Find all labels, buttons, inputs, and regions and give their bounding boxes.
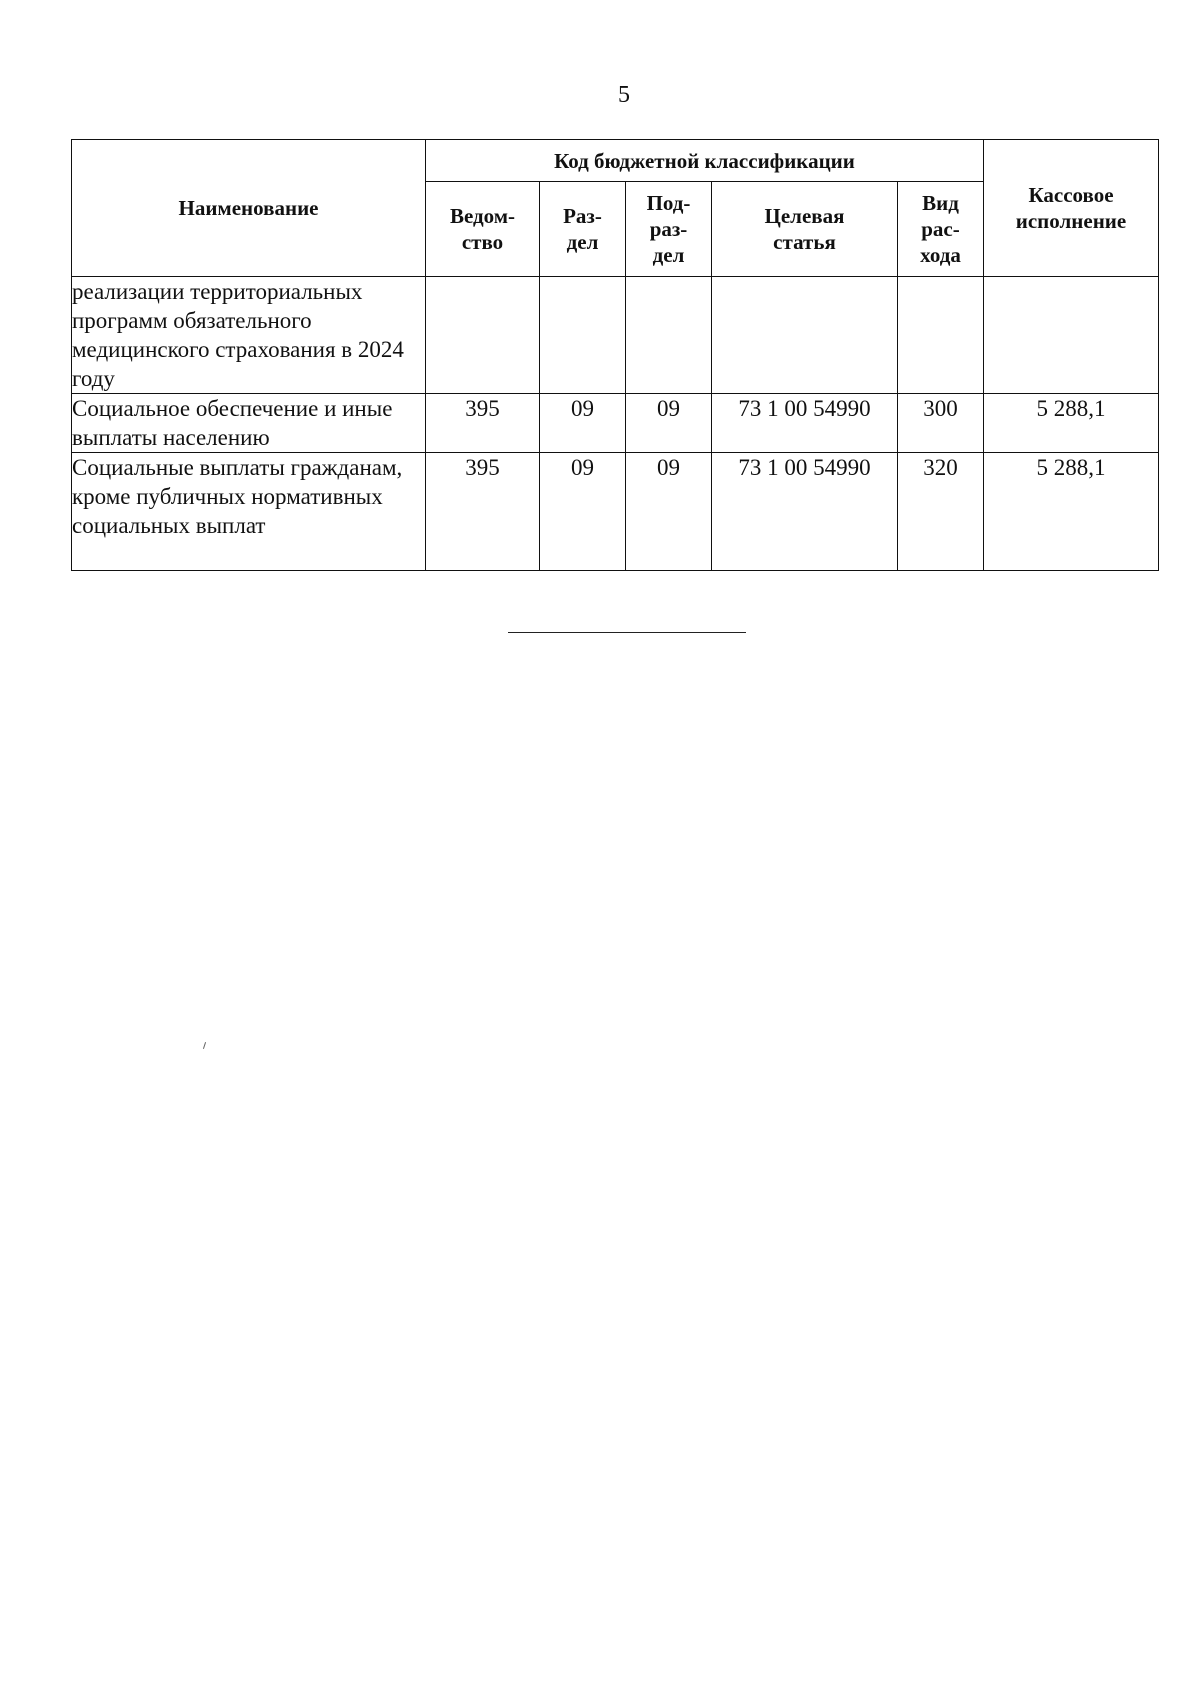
header-expense-type: Вид рас- хода [898, 182, 984, 277]
row-target-article [712, 277, 898, 394]
row-amount: 5 288,1 [984, 394, 1159, 453]
row-expense-type: 320 [898, 453, 984, 571]
header-subsection: Под- раз- дел [626, 182, 712, 277]
row-target-article: 73 1 00 54990 [712, 453, 898, 571]
row-expense-type: 300 [898, 394, 984, 453]
table-body [72, 277, 1159, 571]
header-budget-classification: Код бюджетной классификации [426, 140, 984, 182]
row-subsection [626, 277, 712, 394]
table-header [72, 140, 1159, 277]
row-department: 395 [426, 453, 540, 571]
row-section: 09 [540, 453, 626, 571]
row-section: 09 [540, 394, 626, 453]
row-target-article: 73 1 00 54990 [712, 394, 898, 453]
row-name: Социальные выплаты гражданам, кроме публичных нормативных социальных выплат [72, 453, 426, 571]
end-divider [508, 632, 746, 633]
row-name: реализации территориальных программ обязательного медицинского страхования в 2024 году [72, 277, 426, 394]
header-section: Раз- дел [540, 182, 626, 277]
row-section [540, 277, 626, 394]
page-number: 5 [618, 82, 630, 108]
header-department: Ведом- ство [426, 182, 540, 277]
table-row [72, 453, 1159, 571]
row-expense-type [898, 277, 984, 394]
scan-speck [203, 1042, 206, 1049]
row-department [426, 277, 540, 394]
row-amount [984, 277, 1159, 394]
row-subsection: 09 [626, 394, 712, 453]
header-cash-execution: Кассовое исполнение [984, 140, 1159, 277]
table-row [72, 277, 1159, 394]
row-subsection: 09 [626, 453, 712, 571]
table-row [72, 394, 1159, 453]
row-amount: 5 288,1 [984, 453, 1159, 571]
row-department: 395 [426, 394, 540, 453]
row-name: Социальное обеспечение и иные выплаты населению [72, 394, 426, 453]
header-name: Наименование [72, 140, 426, 277]
header-target-article: Целевая статья [712, 182, 898, 277]
budget-table [71, 139, 1159, 571]
